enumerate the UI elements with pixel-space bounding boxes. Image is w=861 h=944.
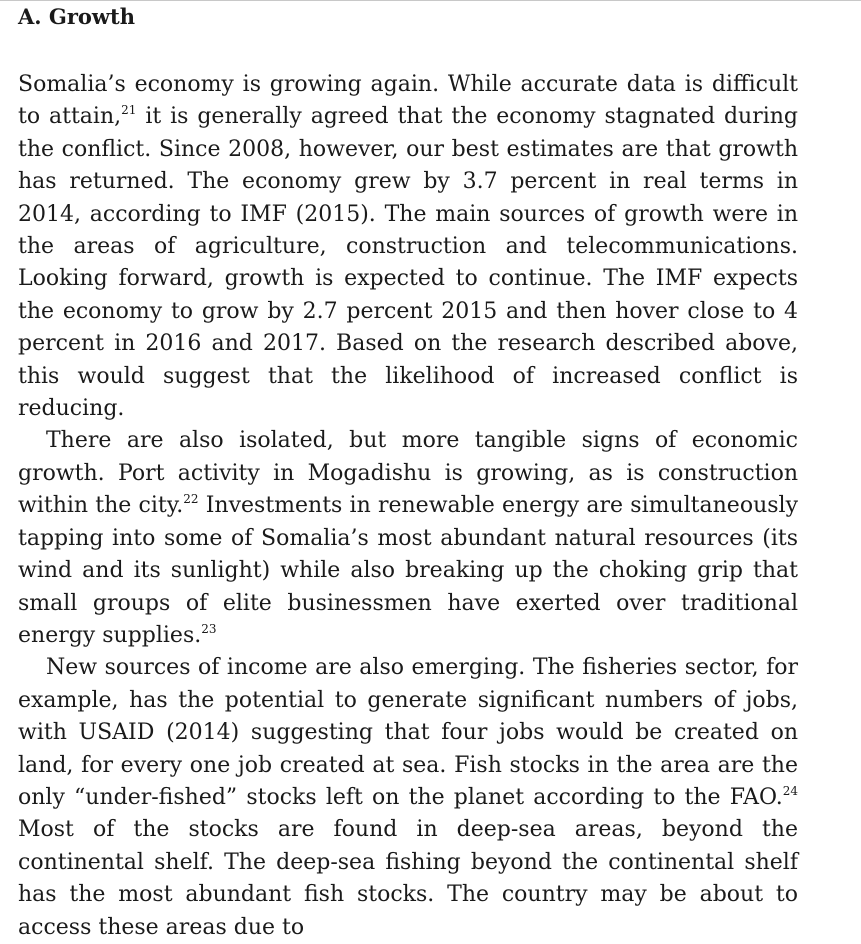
footnote-ref-24: 24 <box>782 783 798 798</box>
body-text <box>18 69 798 944</box>
section-heading: A. Growth <box>18 4 135 29</box>
paragraph-new-income <box>18 652 798 944</box>
paragraph-growth-overview <box>18 69 798 425</box>
paragraph-tangible-signs <box>18 425 798 652</box>
paragraph-text: There are also isolated, but more tangible signs of economic growth. Port activity in Mogadishu is growing, as is construction within the city. <box>18 428 798 519</box>
footnote-ref-22: 22 <box>183 492 199 507</box>
paragraph-text: it is generally agreed that the economy stagnated during the conflict. Since 2008, however, our best estimates are that growth has returned. The economy grew by 3.7 percent in real terms in 2014, according to IMF (2015). The main sources of growth were in the areas of agriculture, construction and telecommunications. Looking forward, growth is expected to continue. The IMF expects the economy to grow by 2.7 percent 2015 and then hover close to 4 percent in 2016 and 2017. Based on the research described above, this would suggest that the likelihood of increased conflict is reducing. <box>18 104 798 422</box>
paragraph-text: Investments in renewable energy are simultaneously tapping into some of Somalia’s most abundant natural resources (its wind and its sunlight) while also breaking up the choking grip that small groups of elite businessmen have exerted over traditional energy supplies. <box>18 493 798 648</box>
footnote-ref-23: 23 <box>201 621 217 636</box>
document-page <box>18 0 798 944</box>
paragraph-text: Somalia’s economy is growing again. While accurate data is difficult to attain, <box>18 72 798 130</box>
footnote-ref-21: 21 <box>121 103 137 118</box>
paragraph-text: New sources of income are also emerging. The fisheries sector, for example, has the potential to generate significant numbers of jobs, with USAID (2014) suggesting that four jobs would be created on land, for every one job created at sea. Fish stocks in the area are the only “under-fished” stocks left on the planet according to the FAO. <box>18 655 798 810</box>
paragraph-text: Most of the stocks are found in deep-sea areas, beyond the continental shelf. The deep-sea fishing beyond the continental shelf has the most abundant fish stocks. The country may be about to access these areas due to <box>18 817 798 940</box>
